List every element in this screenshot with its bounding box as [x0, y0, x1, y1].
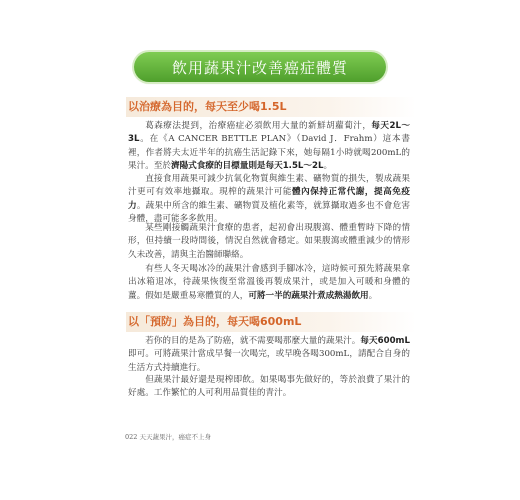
- title-banner: [134, 52, 386, 82]
- text: 。: [368, 290, 378, 301]
- text: 。在《A CANCER BETTLE PLAN》（David J．Frahm）這本書裡，作者將夫太近半年的抗癌生活記錄下來，她每隔1小時就喝200mL的果汁。至於: [128, 134, 410, 172]
- paragraph-gerson-therapy: [128, 120, 410, 174]
- paragraph-winter-tips: [128, 263, 410, 303]
- text: 直接食用蔬果可減少抗氧化物質與維生素、礦物質的損失，製成蔬果汁更可有效率地攝取。現榨的蔬果汁可能: [128, 174, 410, 198]
- bold-text: 可將一半的蔬果汁煮成熱湯飲用: [248, 290, 369, 301]
- text: 。蔬果中所含的維生素、礦物質及植化素等，就算攝取過多也不會危害身體，盡可能多多飲用。: [128, 200, 410, 225]
- paragraph-side-effects: [128, 222, 410, 262]
- text: 有些人冬天喝冰冷的蔬果汁會感到手腳冰冷，這時候可預先將蔬果拿出冰箱退冰，待蔬果恢復至常溫後再製成果汁，或是加入可暖和身體的薑。假如是嚴重易寒體質的人，: [128, 264, 410, 301]
- book-title: 天天蔬果汁，癌症不上身: [139, 433, 211, 441]
- section-heading-prevention: 以「預防」為目的，每天喝600mL: [126, 312, 416, 332]
- bold-text: 每天2L～3L: [128, 121, 410, 145]
- page-footer: [125, 432, 211, 441]
- paragraph-nutrients: [128, 173, 410, 227]
- page-number: 022: [125, 433, 138, 441]
- text: 但蔬果汁最好還是現榨即飲。如果喝事先做好的，等於浪費了果汁的好處。工作繁忙的人可利用品質佳的青汁。: [128, 375, 410, 399]
- banner-title: 飲用蔬果汁改善癌症體質: [171, 58, 348, 77]
- bold-text: 每天600mL: [360, 336, 410, 346]
- paragraph-fresh-juice: [128, 374, 410, 401]
- bold-text: 濟陽式食療的目標量則是每天1.5L～2L: [170, 161, 324, 172]
- bold-text: 體內保持正常代謝，提高免疫力: [128, 187, 410, 211]
- text: 某些剛接觸蔬果汁食療的患者，起初會出現腹瀉、體重暫時下降的情形，但持續一段時間後，情況自然就會穩定。如果腹瀉或體重減少的情形久未改善，請與主治醫師聯絡。: [128, 223, 410, 260]
- section-heading-treatment: 以治療為目的，每天至少喝1.5L: [126, 97, 416, 117]
- text: 。: [323, 161, 333, 172]
- paragraph-prevention-amount: [128, 335, 410, 375]
- text: 葛森療法提到，治療癌症必須飲用大量的新鮮胡蘿蔔汁，: [145, 121, 372, 131]
- text: 即可。可將蔬果汁當成早餐一次喝完，或早晚各喝300mL，請配合自身的生活方式持續進行。: [128, 349, 410, 373]
- text: 若你的目的是為了防癌，就不需要喝那麼大量的蔬果汁。: [145, 336, 361, 346]
